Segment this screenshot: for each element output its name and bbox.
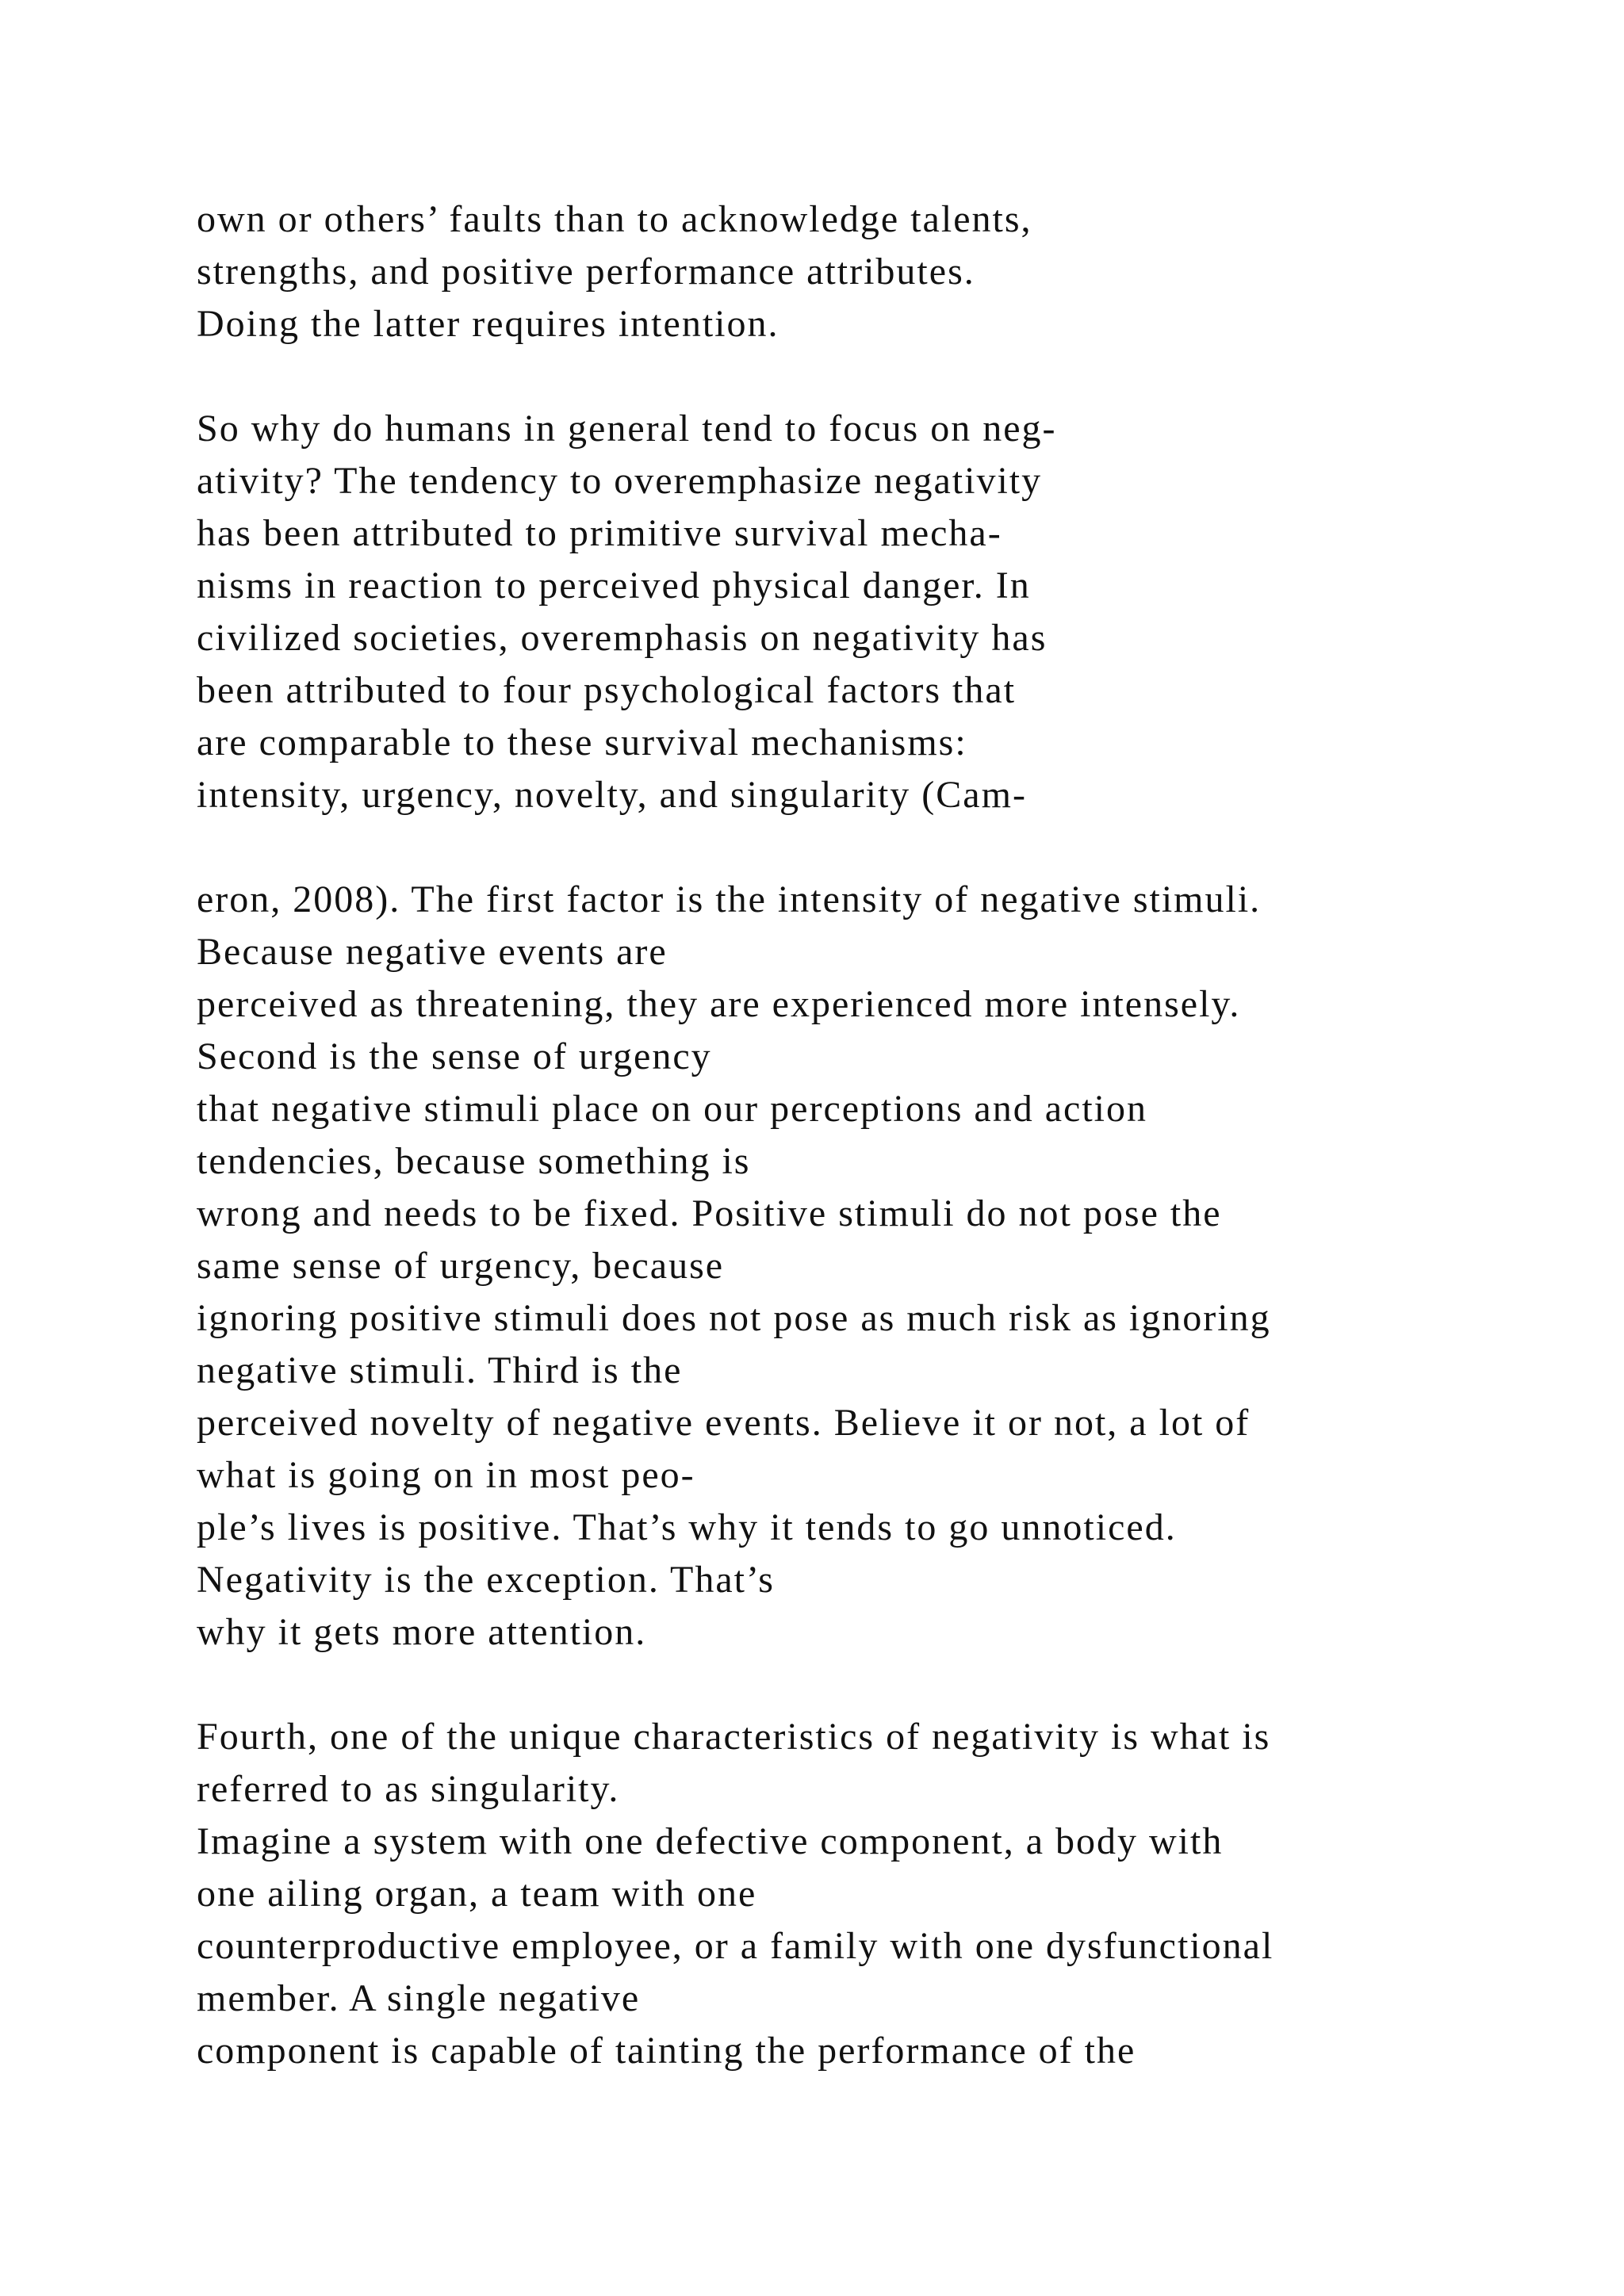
text-line: Imagine a system with one defective component, a body with [197, 1820, 1224, 1862]
text-line: why it gets more attention. [197, 1611, 647, 1653]
text-line: Second is the sense of urgency [197, 1035, 712, 1077]
text-line: negative stimuli. Third is the [197, 1349, 683, 1391]
text-line: member. A single negative [197, 1977, 641, 2019]
text-line: civilized societies, overemphasis on negativity has [197, 617, 1048, 659]
text-line: ignoring positive stimuli does not pose as much risk as ignoring [197, 1297, 1271, 1339]
text-line: Doing the latter requires intention. [197, 303, 779, 345]
text-line: referred to as singularity. [197, 1768, 620, 1810]
text-line: component is capable of tainting the performance of the [197, 2030, 1136, 2072]
text-line: perceived novelty of negative events. Believe it or not, a lot of [197, 1402, 1251, 1444]
text-line: Fourth, one of the unique characteristics of negativity is what is [197, 1716, 1271, 1758]
text-line: that negative stimuli place on our perceptions and action [197, 1088, 1147, 1130]
text-line: ativity? The tendency to overemphasize negativity [197, 460, 1043, 502]
paragraph-break [197, 1659, 1592, 1711]
text-line: are comparable to these survival mechanisms: [197, 721, 967, 763]
text-line: one ailing organ, a team with one [197, 1873, 757, 1915]
text-line: eron, 2008). The first factor is the intensity of negative stimuli. [197, 878, 1262, 920]
text-line: what is going on in most peo- [197, 1454, 695, 1496]
text-line: intensity, urgency, novelty, and singularity (Cam- [197, 774, 1027, 816]
text-line: So why do humans in general tend to focus on neg- [197, 408, 1057, 450]
body-text [197, 193, 1592, 2077]
text-line: Negativity is the exception. That’s [197, 1559, 775, 1601]
text-line: wrong and needs to be fixed. Positive stimuli do not pose the [197, 1192, 1222, 1234]
text-line: counterproductive employee, or a family with one dysfunctional [197, 1925, 1274, 1967]
text-line: ple’s lives is positive. That’s why it tends to go unnoticed. [197, 1506, 1177, 1548]
text-line: strengths, and positive performance attributes. [197, 251, 975, 293]
text-line: nisms in reaction to perceived physical danger. In [197, 564, 1031, 607]
text-line: perceived as threatening, they are experienced more intensely. [197, 983, 1241, 1025]
paragraph-break [197, 350, 1592, 403]
text-line: Because negative events are [197, 931, 668, 973]
text-line: has been attributed to primitive survival mecha- [197, 512, 1002, 554]
text-line: tendencies, because something is [197, 1140, 751, 1182]
text-line: been attributed to four psychological factors that [197, 669, 1017, 711]
paragraph-break [197, 821, 1592, 874]
text-line: own or others’ faults than to acknowledge talents, [197, 198, 1032, 240]
text-line: same sense of urgency, because [197, 1245, 725, 1287]
